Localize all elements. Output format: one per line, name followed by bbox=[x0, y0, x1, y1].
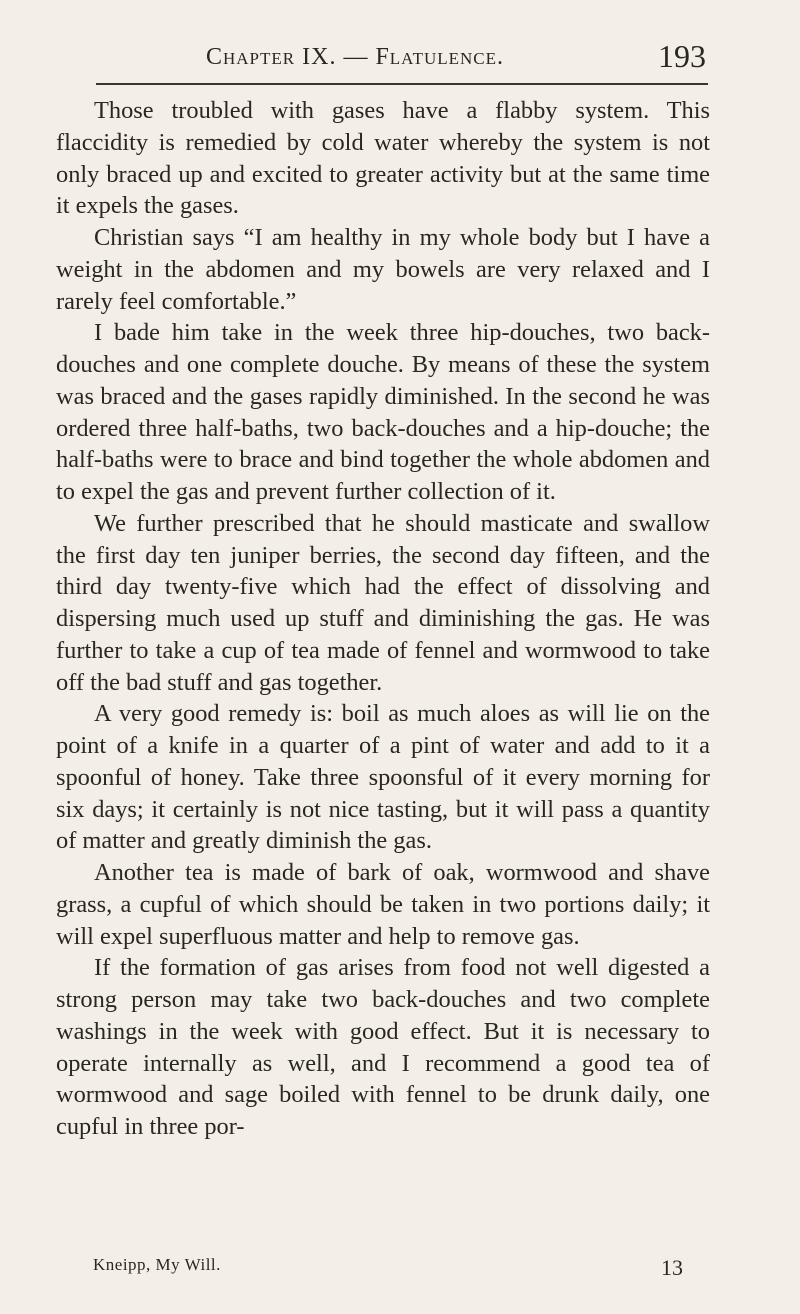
running-title: Chapter IX. — Flatulence. bbox=[206, 44, 505, 70]
header-rule bbox=[96, 83, 708, 85]
signature-number: 13 bbox=[661, 1255, 683, 1280]
paragraph-6: Another tea is made of bark of oak, wormwood and shave grass, a cupful of which should be taken in two portions daily; it will expel superfluous matter and help to remove gas. bbox=[56, 859, 710, 950]
paragraph-5: A very good remedy is: boil as much aloes as will lie on the point of a knife in a quarter of a pint of water and add to it a spoonful of honey. Take three spoonsful of it every morning for six days; it certainly is not nice tasting, but it will pass a quantity of matter and greatly diminish the gas. bbox=[56, 700, 710, 855]
running-head bbox=[96, 36, 710, 80]
paragraph-7: If the formation of gas arises from food not well digested a strong person may take two back-douches and two complete washings in the week with good effect. But it is necessary to operate internally as well, and I recommend a good tea of wormwood and sage boiled with fennel to be drunk daily, one cupful in three por- bbox=[56, 954, 710, 1140]
body-text bbox=[56, 95, 710, 1143]
paragraph-1: Those troubled with gases have a flabby system. This flaccidity is remedied by cold water whereby the system is not only braced up and excited to greater activity but at the same time it expels the gases. bbox=[56, 97, 710, 220]
page-number: 193 bbox=[658, 38, 706, 74]
paragraph-4: We further prescribed that he should masticate and swallow the first day ten juniper berries, the second day fifteen, and the third day twenty-five which had the effect of dissolving and dispersing much used up stuff and diminishing the gas. He was further to take a cup of tea made of fennel and wormwood to take off the bad stuff and gas together. bbox=[56, 509, 710, 696]
signature-mark: Kneipp, My Will. bbox=[93, 1255, 221, 1274]
paragraph-2: Christian says “I am healthy in my whole body but I have a weight in the abdomen and my bowels are very relaxed and I rarely feel comfortable.” bbox=[56, 224, 710, 315]
page-footer bbox=[93, 1255, 683, 1280]
paragraph-3: I bade him take in the week three hip-douches, two back-douches and one complete douche. By means of these the system was braced and the gases rapidly diminished. In the second he was ordered three half-baths, two back-douches and a hip-douche; the half-baths were to brace and bind together the whole abdomen and to expel the gas and prevent further collection of it. bbox=[56, 319, 710, 505]
